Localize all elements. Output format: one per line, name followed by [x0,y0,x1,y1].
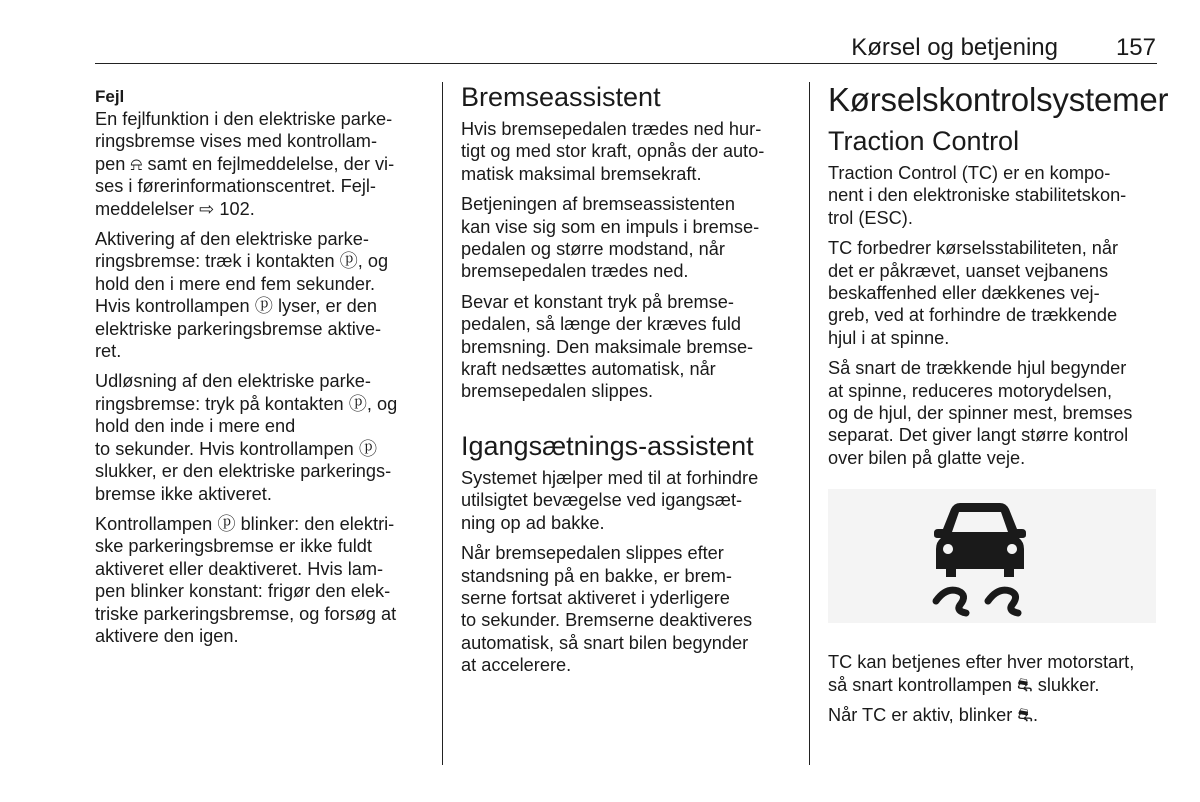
paragraph-tc-1: Traction Control (TC) er en kompo- nent i den elektroniske stabilitetskon- trol (ESC). [828,163,1127,228]
paragraph-tc-2: TC forbedrer kørselsstabiliteten, når det er påkrævet, uanset vejbanens beskaffenhed eller dækkenes vej- greb, ved at forhindre de trækkende hjul i at spinne. [828,238,1119,348]
column-middle [461,80,801,685]
column-divider-1 [442,82,443,765]
page-number: 157 [1115,34,1156,61]
section-heading-traction-control: Traction Control [828,126,1020,156]
paragraph-release: Udløsning af den elektriske parke- ringsbremse: tryk på kontakten ⓟ, og hold den inde i mere end to sekunder. Hvis kontrollampen ⓟ slukker, er den elektriske parkerings- bremse ikke aktiveret. [95,371,398,504]
paragraph-fejl-1: En fejlfunktion i den elektriske parke- ringsbremse vises med kontrollam- pen ⍾ samt en fejlmeddelelse, der vi- ses i førerinformationscentret. Fejl- meddelelser ⇨ 102. [95,109,395,219]
section-heading-fejl: Fejl [95,87,125,106]
traction-control-car-icon [828,489,1156,623]
paragraph-brake-assist-2: Betjeningen af bremseassistenten kan vise sig som en impuls i bremse- pedalen og større modstand, når bremsepedalen trædes ned. [461,194,760,282]
paragraph-tc-5: Når TC er aktiv, blinker ⛐. [828,705,1039,726]
paragraph-hill-start-2: Når bremsepedalen slippes efter standsning på en bakke, er brem- serne fortsat aktiveret i yderligere to sekunder. Bremserne deaktiveres automatisk, så snart bilen begynder at accelerere. [461,543,753,676]
paragraph-activation: Aktivering af den elektriske parke- ringsbremse: træk i kontakten ⓟ, og hold den i mere end fem sekunder. Hvis kontrollampen ⓟ lyser, er den elektriske parkeringsbremse aktive- ret. [95,229,389,362]
paragraph-brake-assist-3: Bevar et konstant tryk på bremse- pedalen, så længe der kræves fuld bremsning. Den maksimale bremse- kraft nedsættes automatisk, når bremsepedalen slippes. [461,291,754,402]
running-header-title: Kørsel og betjening [851,34,1058,61]
column-divider-2 [809,82,810,765]
paragraph-tc-3: Så snart de trækkende hjul begynder at spinne, reduceres motorydelsen, og de hjul, der spinner mest, bremses separat. Det giver langt større kontrol over bilen på glatte veje. [828,358,1133,468]
traction-control-figure [828,489,1156,623]
header-divider [95,63,1157,64]
section-heading-brake-assist: Bremseassistent [461,82,661,112]
section-heading-hill-start-assist: Igangsætnings-assistent [461,430,754,461]
paragraph-hill-start-1: Systemet hjælper med til at forhindre utilsigtet bevægelse ved igangsæt- ning op ad bakke. [461,467,759,533]
column-right [828,80,1169,735]
column-left [95,80,430,655]
chapter-title: Kørselskontrolsystemer [828,81,1169,118]
paragraph-blinking: Kontrollampen ⓟ blinker: den elektri- ske parkeringsbremse er ikke fuldt aktiveret eller deaktiveret. Hvis lam- pen blinker konstant: frigør den elek- triske parkeringsbremse, og forsøg at aktivere den igen. [95,513,397,646]
paragraph-tc-4: TC kan betjenes efter hver motorstart, så snart kontrollampen ⛐ slukker. [828,652,1135,695]
paragraph-brake-assist-1: Hvis bremsepedalen trædes ned hur- tigt og med stor kraft, opnås der auto- matisk maksimal bremsekraft. [461,119,765,184]
